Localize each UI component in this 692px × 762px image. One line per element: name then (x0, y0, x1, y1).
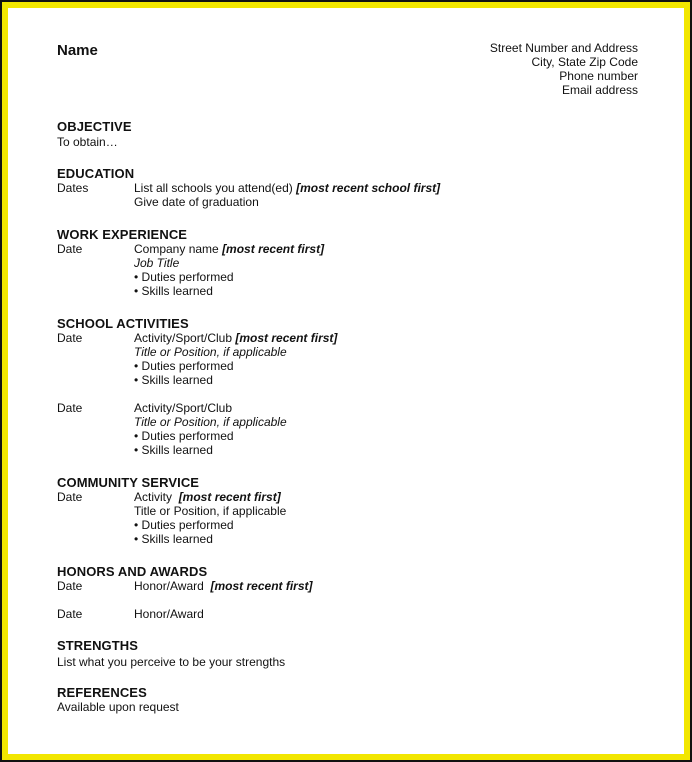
section-community-title: COMMUNITY SERVICE (57, 475, 200, 490)
section-school-title: SCHOOL ACTIVITIES (57, 316, 189, 331)
references-text: Available upon request (57, 700, 179, 714)
work-company-note: [most recent first] (222, 242, 325, 256)
strengths-text: List what you perceive to be your strengths (57, 655, 286, 669)
school-position: Title or Position, if applicable (134, 345, 287, 359)
address-city: City, State Zip Code (531, 55, 638, 69)
community-bullet: • Skills learned (134, 532, 213, 546)
school-position: Title or Position, if applicable (134, 415, 287, 429)
resume-page (8, 8, 684, 754)
education-date: Dates (57, 181, 89, 195)
community-position: Title or Position, if applicable (134, 504, 287, 518)
education-line (134, 181, 440, 195)
address-email: Email address (561, 83, 638, 97)
community-bullet: • Duties performed (134, 518, 234, 532)
community-activity: Activity (134, 490, 173, 504)
work-bullet: • Duties performed (134, 270, 234, 284)
section-honors-title: HONORS AND AWARDS (57, 564, 208, 579)
section-strengths-title: STRENGTHS (57, 638, 139, 653)
school-activity: Activity/Sport/Club (134, 331, 233, 345)
section-references-title: REFERENCES (57, 685, 147, 700)
section-education-title: EDUCATION (57, 166, 135, 181)
school-date: Date (57, 401, 83, 415)
section-work-title: WORK EXPERIENCE (57, 227, 188, 242)
section-objective-title: OBJECTIVE (57, 119, 132, 134)
community-date: Date (57, 490, 83, 504)
education-graduation: Give date of graduation (134, 195, 259, 209)
honors-award: Honor/Award (134, 579, 204, 593)
community-activity-line (134, 490, 281, 504)
work-bullet: • Skills learned (134, 284, 213, 298)
community-note: [most recent first] (178, 490, 281, 504)
school-activity-line (134, 331, 337, 345)
work-company: Company name (134, 242, 219, 256)
work-company-line (134, 242, 324, 256)
honors-award: Honor/Award (134, 607, 204, 621)
education-note: [most recent school first] (296, 181, 441, 195)
work-date: Date (57, 242, 83, 256)
honors-date: Date (57, 607, 83, 621)
page-border (2, 2, 690, 760)
school-activity: Activity/Sport/Club (134, 401, 233, 415)
school-bullet: • Skills learned (134, 373, 213, 387)
school-bullet: • Skills learned (134, 443, 213, 457)
address-phone: Phone number (559, 69, 638, 83)
objective-text: To obtain… (57, 135, 118, 149)
honors-note: [most recent first] (210, 579, 313, 593)
school-bullet: • Duties performed (134, 429, 234, 443)
work-job-title: Job Title (134, 256, 180, 270)
school-activity-note: [most recent first] (235, 331, 338, 345)
address-street: Street Number and Address (489, 41, 638, 55)
education-schools: List all schools you attend(ed) (134, 181, 293, 195)
honors-date: Date (57, 579, 83, 593)
school-bullet: • Duties performed (134, 359, 234, 373)
resume-name: Name (57, 42, 98, 59)
honors-award-line (134, 579, 313, 593)
school-date: Date (57, 331, 83, 345)
